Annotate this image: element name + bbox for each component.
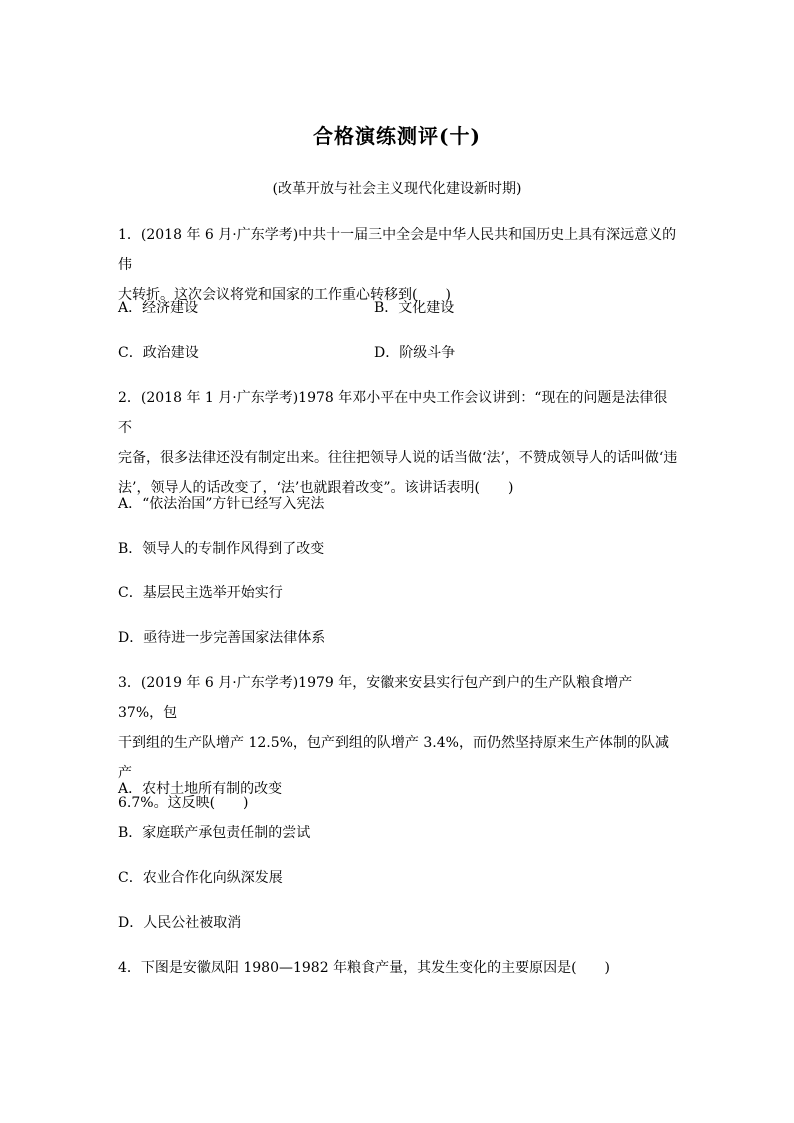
- question-1-line-2: 大转折。这次会议将党和国家的工作重心转移到( ): [118, 287, 451, 303]
- question-2-line-2: 完备，很多法律还没有制定出来。往往把领导人说的话当做‘法’，不赞成领导人的话叫做‘违: [118, 450, 678, 466]
- question-3-option-d: D．人民公社被取消: [118, 915, 242, 931]
- question-1-option-a: A．经济建设: [118, 300, 199, 316]
- question-4-line-1: 4．下图是安徽凤阳 1980—1982 年粮食产量，其发生变化的主要原因是( ): [118, 960, 610, 976]
- question-1-option-d: D．阶级斗争: [374, 345, 456, 361]
- question-3-line-2: 干到组的生产队增产 12.5%，包产到组的队增产 3.4%，而仍然坚持原来生产体制的队减产: [118, 735, 669, 781]
- question-3-line-1: 3．(2019 年 6 月·广东学考)1979 年，安徽来安县实行包产到户的生产队粮食增产 37%，包: [118, 675, 633, 721]
- question-3-option-a: A．农村土地所有制的改变: [118, 781, 283, 797]
- question-2-option-b: B．领导人的专制作风得到了改变: [118, 541, 325, 557]
- question-3-line-3: 6.7%。这反映( ): [118, 795, 249, 811]
- question-2-option-d: D．亟待进一步完善国家法律体系: [118, 630, 326, 646]
- question-2-option-a: A．“依法治国”方针已经写入宪法: [118, 496, 325, 512]
- question-3-option-b: B．家庭联产承包责任制的尝试: [118, 825, 311, 841]
- document-subtitle: (改革开放与社会主义现代化建设新时期): [272, 181, 522, 197]
- question-2-option-c: C．基层民主选举开始实行: [118, 585, 283, 601]
- question-1-line-1: 1．(2018 年 6 月·广东学考)中共十一届三中全会是中华人民共和国历史上具有深远意义的伟: [118, 227, 677, 273]
- question-2-line-1: 2．(2018 年 1 月·广东学考)1978 年邓小平在中央工作会议讲到：“现在的问题是法律很不: [118, 390, 668, 436]
- question-2-stem: [118, 383, 678, 503]
- question-3-option-c: C．农业合作化向纵深发展: [118, 870, 283, 886]
- question-1-option-b: B．文化建设: [374, 300, 455, 316]
- question-1-option-c: C．政治建设: [118, 345, 199, 361]
- document-title: 合格演练测评(十): [313, 124, 481, 148]
- question-1-stem: [118, 220, 678, 310]
- question-4-stem: [118, 953, 678, 983]
- question-2-line-3: 法’，领导人的话改变了，‘法’也就跟着改变”。该讲话表明( ): [118, 480, 514, 496]
